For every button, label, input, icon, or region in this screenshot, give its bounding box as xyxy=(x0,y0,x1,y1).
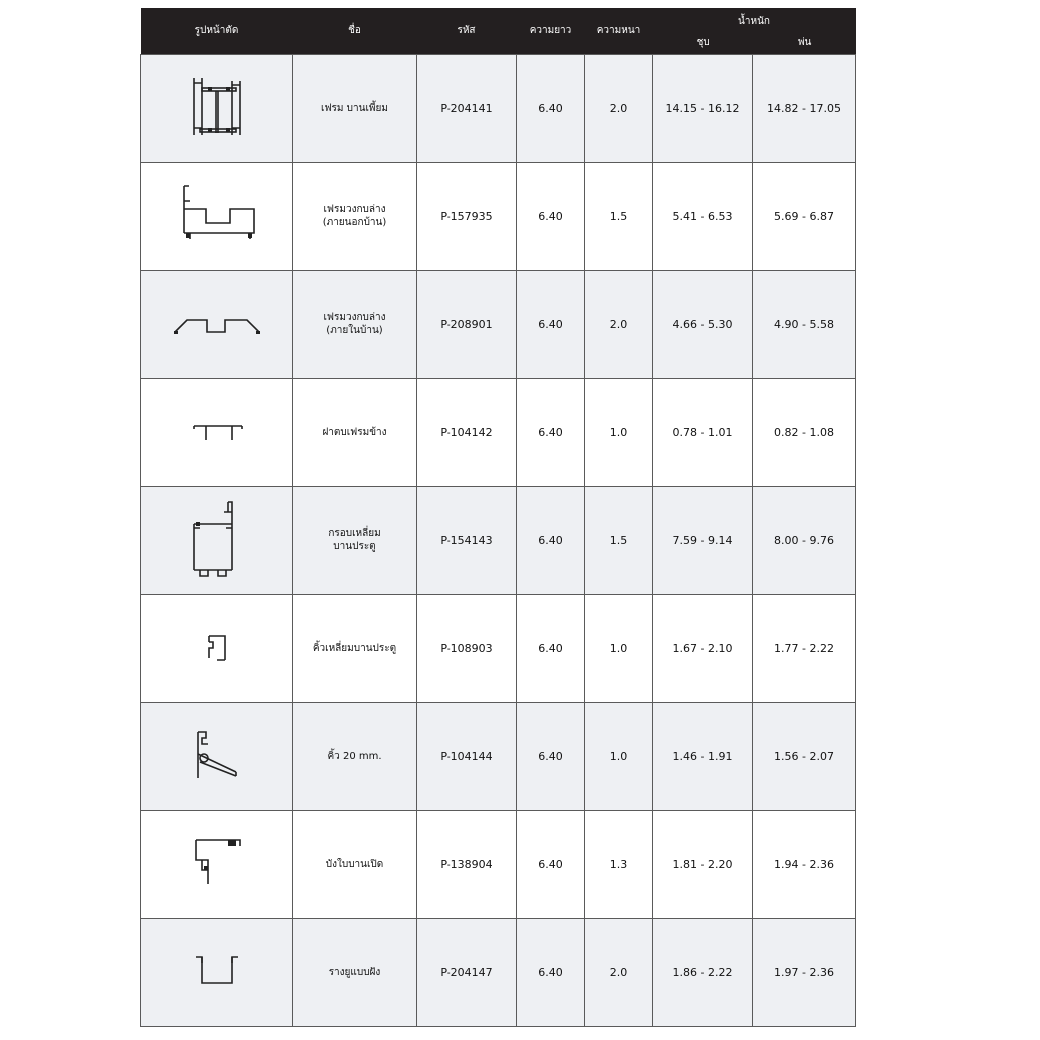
header-code: รหัส xyxy=(417,8,517,54)
row-length: 6.40 xyxy=(517,810,585,918)
door-frame-profile-icon xyxy=(182,498,252,582)
row-thickness: 2.0 xyxy=(585,270,653,378)
profile-cell xyxy=(141,162,293,270)
row-length: 6.40 xyxy=(517,702,585,810)
table-header-row xyxy=(141,8,856,54)
row-length: 6.40 xyxy=(517,162,585,270)
row-code: P-104142 xyxy=(417,378,517,486)
table-row xyxy=(141,486,856,594)
profile-cell xyxy=(141,270,293,378)
table-row xyxy=(141,594,856,702)
row-code: P-208901 xyxy=(417,270,517,378)
row-length: 6.40 xyxy=(517,486,585,594)
header-thickness: ความหนา xyxy=(585,8,653,54)
row-weight-a: 1.46 - 1.91 xyxy=(653,702,753,810)
header-weight-label: น้ำหนัก xyxy=(738,15,770,27)
row-weight-a: 5.41 - 6.53 xyxy=(653,162,753,270)
row-thickness: 1.5 xyxy=(585,486,653,594)
table-row xyxy=(141,270,856,378)
row-weight-a: 1.81 - 2.20 xyxy=(653,810,753,918)
door-bead-profile-icon xyxy=(187,628,247,668)
table-row xyxy=(141,702,856,810)
table-row xyxy=(141,54,856,162)
row-weight-a: 14.15 - 16.12 xyxy=(653,54,753,162)
row-code: P-108903 xyxy=(417,594,517,702)
row-length: 6.40 xyxy=(517,594,585,702)
profile-cell xyxy=(141,810,293,918)
row-name: คิ้ว 20 mm. xyxy=(293,702,417,810)
table-row xyxy=(141,918,856,1026)
row-name: เฟรมวงกบล่าง (ภายนอกบ้าน) xyxy=(293,162,417,270)
row-weight-a: 1.67 - 2.10 xyxy=(653,594,753,702)
profile-cell xyxy=(141,918,293,1026)
row-name: บังใบบานเปิด xyxy=(293,810,417,918)
table-row xyxy=(141,378,856,486)
row-thickness: 2.0 xyxy=(585,918,653,1026)
row-weight-b: 5.69 - 6.87 xyxy=(753,162,856,270)
row-thickness: 1.0 xyxy=(585,702,653,810)
row-name: เฟรม บานเพี้ยม xyxy=(293,54,417,162)
row-name: เฟรมวงกบล่าง (ภายในบ้าน) xyxy=(293,270,417,378)
recessed-u-track-profile-icon xyxy=(182,947,252,997)
row-length: 6.40 xyxy=(517,54,585,162)
header-weight-b: พ่น xyxy=(797,36,812,48)
row-weight-a: 7.59 - 9.14 xyxy=(653,486,753,594)
row-name: กรอบเหลี่ยม บานประตู xyxy=(293,486,417,594)
row-thickness: 2.0 xyxy=(585,54,653,162)
header-name: ชื่อ xyxy=(293,8,417,54)
row-length: 6.40 xyxy=(517,270,585,378)
bead-20mm-profile-icon xyxy=(182,726,252,786)
row-weight-b: 14.82 - 17.05 xyxy=(753,54,856,162)
profile-spec-table xyxy=(140,8,856,1027)
row-weight-b: 1.56 - 2.07 xyxy=(753,702,856,810)
side-frame-cover-profile-icon xyxy=(182,412,252,452)
row-length: 6.40 xyxy=(517,918,585,1026)
lower-frame-inner-profile-icon xyxy=(167,304,267,344)
row-weight-a: 0.78 - 1.01 xyxy=(653,378,753,486)
row-weight-b: 4.90 - 5.58 xyxy=(753,270,856,378)
row-weight-b: 8.00 - 9.76 xyxy=(753,486,856,594)
header-weight-a: ชุบ xyxy=(696,36,710,48)
header-section: รูปหน้าตัด xyxy=(141,8,293,54)
row-weight-b: 1.77 - 2.22 xyxy=(753,594,856,702)
row-thickness: 1.0 xyxy=(585,378,653,486)
row-code: P-157935 xyxy=(417,162,517,270)
lower-frame-outer-profile-icon xyxy=(172,181,262,251)
row-weight-b: 1.97 - 2.36 xyxy=(753,918,856,1026)
row-weight-b: 1.94 - 2.36 xyxy=(753,810,856,918)
profile-cell xyxy=(141,594,293,702)
profile-cell xyxy=(141,486,293,594)
row-weight-a: 4.66 - 5.30 xyxy=(653,270,753,378)
row-thickness: 1.5 xyxy=(585,162,653,270)
row-code: P-204141 xyxy=(417,54,517,162)
row-code: P-204147 xyxy=(417,918,517,1026)
row-weight-b: 0.82 - 1.08 xyxy=(753,378,856,486)
row-thickness: 1.3 xyxy=(585,810,653,918)
row-name: คิ้วเหลี่ยมบานประตู xyxy=(293,594,417,702)
row-name: ฝาตบเฟรมข้าง xyxy=(293,378,417,486)
profile-cell xyxy=(141,702,293,810)
double-frame-profile-icon xyxy=(182,73,252,143)
casement-sash-profile-icon xyxy=(182,834,252,894)
table-row xyxy=(141,162,856,270)
row-length: 6.40 xyxy=(517,378,585,486)
row-thickness: 1.0 xyxy=(585,594,653,702)
header-weight xyxy=(653,8,856,54)
row-name: รางยูแบบฝัง xyxy=(293,918,417,1026)
row-weight-a: 1.86 - 2.22 xyxy=(653,918,753,1026)
row-code: P-154143 xyxy=(417,486,517,594)
profile-cell xyxy=(141,378,293,486)
header-length: ความยาว xyxy=(517,8,585,54)
profile-cell xyxy=(141,54,293,162)
row-code: P-138904 xyxy=(417,810,517,918)
table-row xyxy=(141,810,856,918)
row-code: P-104144 xyxy=(417,702,517,810)
